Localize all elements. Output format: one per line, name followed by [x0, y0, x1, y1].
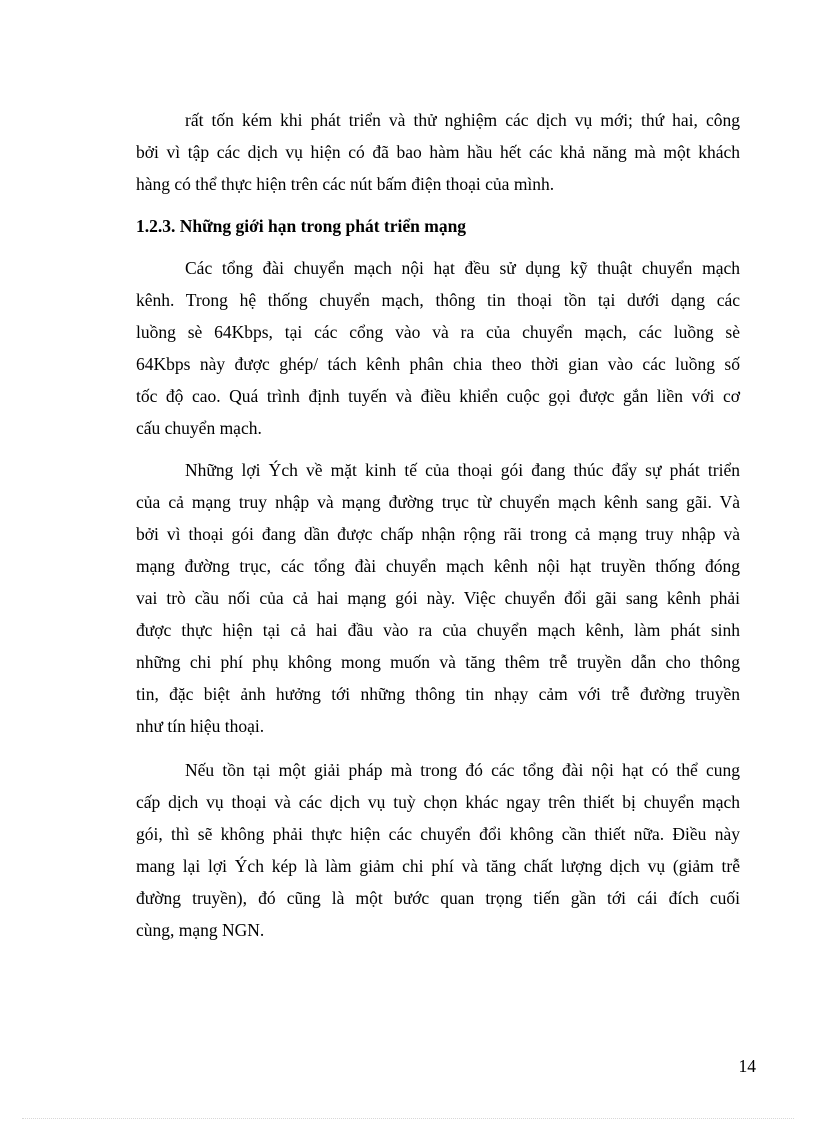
text-line: như tín hiệu thoại. — [136, 716, 265, 736]
text-line: những chi phí phụ không mong muốn và tăng thêm trễ truyền dẫn cho thông — [136, 652, 740, 672]
text-line: tin, đặc biệt ảnh hưởng tới những thông tin nhạy cảm với trễ đường truyền — [136, 684, 740, 704]
text-line: tốc độ cao. Quá trình định tuyến và điều khiển cuộc gọi được gắn liền với cơ — [136, 386, 740, 406]
page-number: 14 — [738, 1056, 756, 1076]
text-line: bởi vì tập các dịch vụ hiện có đã bao hàm hầu hết các khả năng mà một khách — [136, 142, 740, 162]
text-line: của cả mạng truy nhập và mạng đường trục từ chuyển mạch kênh sang gãi. Và — [136, 492, 740, 512]
text-line: cùng, mạng NGN. — [136, 920, 265, 940]
text-line: Các tổng đài chuyển mạch nội hạt đều sử dụng kỹ thuật chuyển mạch — [185, 258, 740, 278]
text-line: bởi vì thoại gói đang dần được chấp nhận rộng rãi trong cả mạng truy nhập và — [136, 524, 740, 544]
text-line: mạng đường trục, các tổng đài chuyển mạch kênh nội hạt truyền thống đóng — [136, 556, 740, 576]
text-line: mang lại lợi Ých kép là làm giảm chi phí và tăng chất lượng dịch vụ (giảm trễ — [136, 856, 740, 876]
text-line: gói, thì sẽ không phải thực hiện các chuyển đổi không cần thiết nữa. Điều này — [136, 824, 740, 844]
text-line: vai trò cầu nối của cả hai mạng gói này. Việc chuyển đổi gãi sang kênh phải — [136, 588, 740, 608]
text-line: Nếu tồn tại một giải pháp mà trong đó các tổng đài nội hạt có thể cung — [185, 760, 740, 780]
section-heading: 1.2.3. Những giới hạn trong phát triển mạng — [136, 216, 467, 236]
page-bottom-divider — [22, 1118, 794, 1119]
text-line: hàng có thể thực hiện trên các nút bấm điện thoại của mình. — [136, 174, 555, 194]
text-line: 64Kbps này được ghép/ tách kênh phân chia theo thời gian vào các luồng số — [136, 354, 740, 374]
text-line: luồng sè 64Kbps, tại các cổng vào và ra của chuyển mạch, các luồng sè — [136, 322, 740, 342]
text-line: đường truyền), đó cũng là một bước quan trọng tiến gần tới cái đích cuối — [136, 888, 740, 908]
text-line: được thực hiện tại cả hai đầu vào ra của chuyển mạch kênh, làm phát sinh — [136, 620, 740, 640]
text-line: kênh. Trong hệ thống chuyển mạch, thông tin thoại tồn tại dưới dạng các — [136, 290, 740, 310]
text-line: cấu chuyển mạch. — [136, 418, 262, 438]
text-line: Những lợi Ých về mặt kinh tế của thoại gói đang thúc đẩy sự phát triển — [185, 460, 740, 480]
text-line: rất tốn kém khi phát triển và thử nghiệm các dịch vụ mới; thứ hai, công — [185, 110, 740, 130]
text-line: cấp dịch vụ thoại và các dịch vụ tuỳ chọn khác ngay trên thiết bị chuyển mạch — [136, 792, 740, 812]
